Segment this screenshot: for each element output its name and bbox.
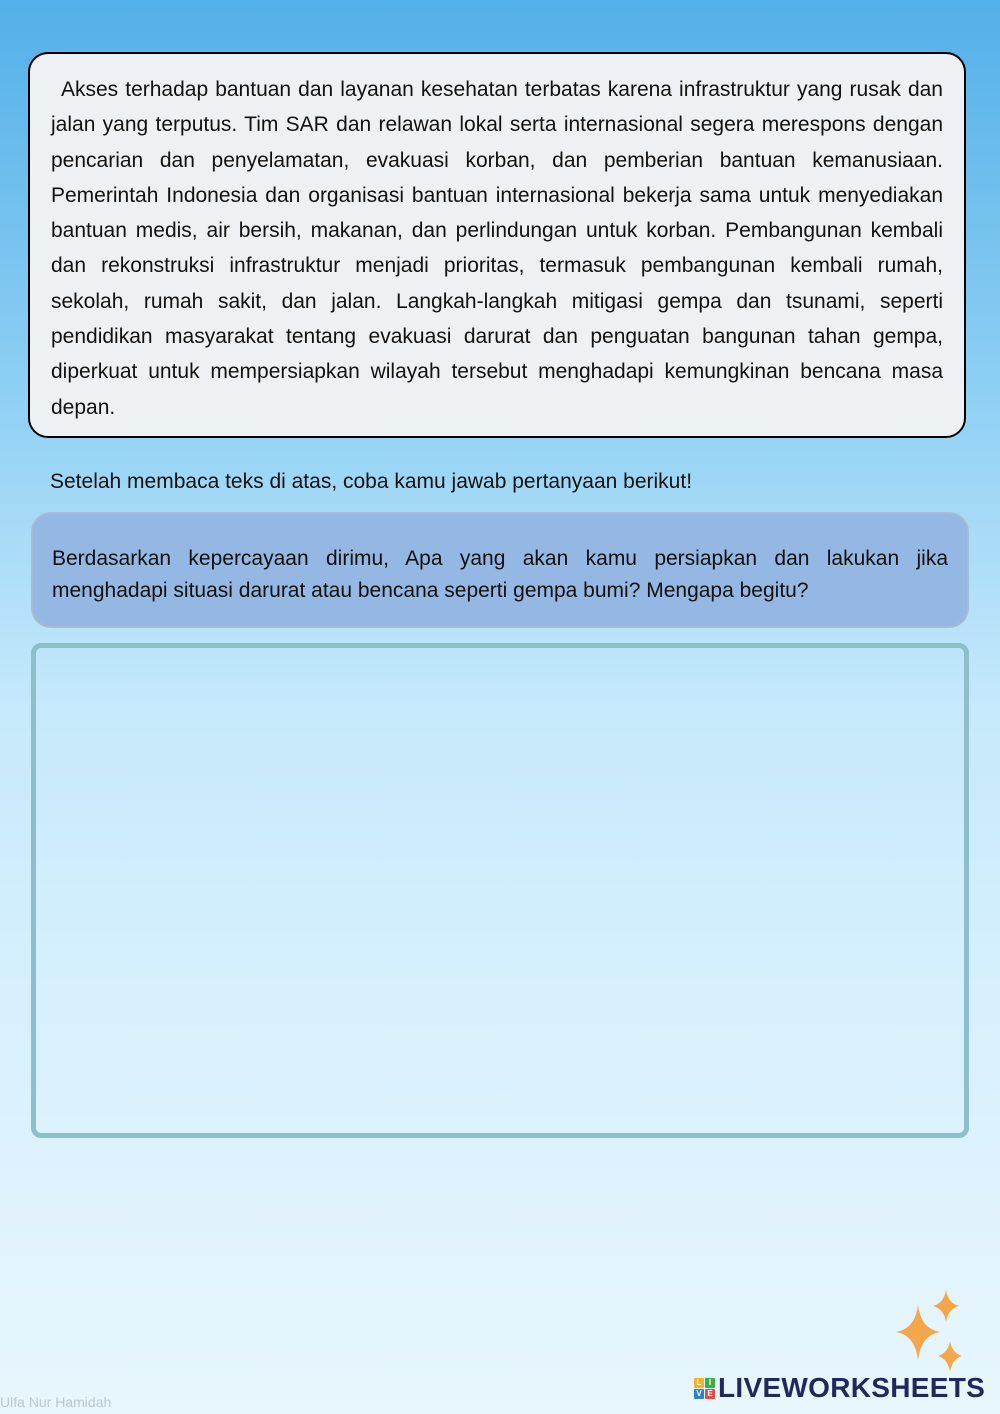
sparkle-small-bottom	[938, 1341, 962, 1372]
question-box	[31, 512, 969, 628]
logo-mark-letter: V	[694, 1389, 704, 1399]
answer-input-box[interactable]	[31, 643, 969, 1138]
logo-mark-letter: I	[705, 1378, 715, 1388]
liveworksheets-logo	[694, 1373, 985, 1403]
sparkle-large	[896, 1305, 940, 1360]
author-credit: Ulfa Nur Hamidah	[0, 1394, 112, 1410]
instruction-text: Setelah membaca teks di atas, coba kamu jawab pertanyaan berikut!	[50, 470, 693, 493]
logo-mark-letter: E	[705, 1389, 715, 1399]
question-text: Berdasarkan kepercayaan dirimu, Apa yang akan kamu persiapkan dan lakukan jika menghadapi situasi darurat atau bencana seperti gempa bumi? Mengapa begitu?	[52, 547, 948, 602]
reading-passage-text: Akses terhadap bantuan dan layanan kesehatan terbatas karena infrastruktur yang rusak dan jalan yang terputus. Tim SAR dan relawan lokal serta internasional segera merespons dengan pencarian dan penyelamatan, evakuasi korban, dan pemberian bantuan kemanusiaan. Pemerintah Indonesia dan organisasi bantuan internasional bekerja sama untuk menyediakan bantuan medis, air bersih, makanan, dan perlindungan untuk korban. Pembangunan kembali dan rekonstruksi infrastruktur menjadi prioritas, termasuk pembangunan kembali rumah, sekolah, rumah sakit, dan jalan. Langkah-langkah mitigasi gempa dan tsunami, seperti pendidikan masyarakat tentang evakuasi darurat dan penguatan bangunan tahan gempa, diperkuat untuk mempersiapkan wilayah tersebut menghadapi kemungkinan bencana masa depan.	[51, 78, 943, 419]
liveworksheets-mark-icon	[694, 1378, 715, 1399]
sparkle-small-top	[933, 1290, 959, 1322]
logo-mark-letter: L	[694, 1378, 704, 1388]
sparkle-icon	[888, 1288, 968, 1378]
logo-text: LIVEWORKSHEETS	[718, 1372, 986, 1403]
reading-passage-box	[28, 52, 966, 438]
